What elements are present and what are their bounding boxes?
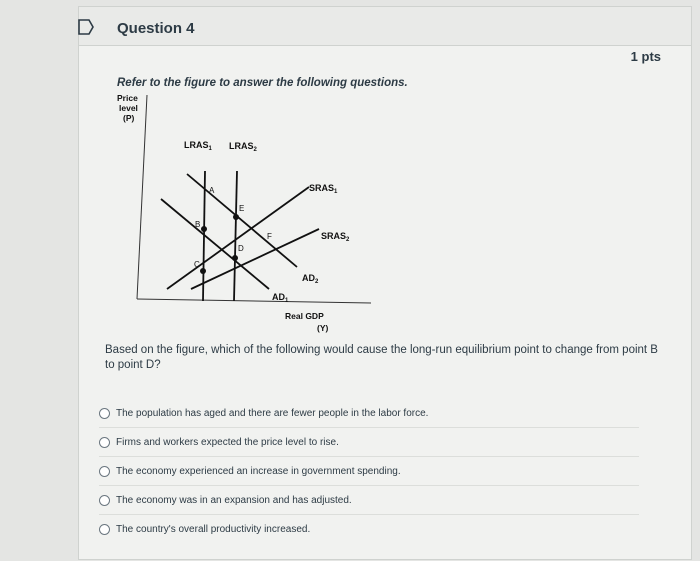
question-title: Question 4 <box>117 20 195 37</box>
sras1-label: $SRAS_1$ <box>309 183 338 195</box>
point-a-label: A <box>209 186 215 195</box>
answer-option-label: The country's overall productivity increased. <box>116 523 311 535</box>
y-axis-label-1: Price <box>117 93 138 103</box>
point-e-marker <box>233 214 239 220</box>
point-b-label: B <box>195 220 201 229</box>
point-c-label: C <box>194 260 200 269</box>
radio-button-icon[interactable] <box>99 495 110 506</box>
point-d-label: D <box>238 244 244 253</box>
radio-button-icon[interactable] <box>99 466 110 477</box>
sras1-line <box>167 187 309 289</box>
y-axis-label-2: level <box>119 103 138 113</box>
answer-option-2[interactable] <box>99 428 639 457</box>
y-axis-label-3: (P) <box>123 113 135 123</box>
answer-option-5[interactable] <box>99 515 639 543</box>
lras1-label: $LRAS_1$ <box>184 140 212 152</box>
question-prompt: Based on the figure, which of the following would cause the long-run equilibrium point to change from point B to point D? <box>105 344 658 371</box>
point-d-marker <box>232 255 238 261</box>
ad2-label: $AD_2$ <box>302 273 319 285</box>
lras2-line <box>234 171 237 301</box>
y-axis <box>137 95 147 299</box>
answer-option-label: The economy was in an expansion and has adjusted. <box>116 494 352 506</box>
radio-button-icon[interactable] <box>99 437 110 448</box>
answer-option-1[interactable] <box>99 399 639 428</box>
answer-option-label: The economy experienced an increase in government spending. <box>116 465 401 477</box>
question-card <box>78 6 692 560</box>
answer-option-label: The population has aged and there are fewer people in the labor force. <box>116 407 429 419</box>
answer-option-label: Firms and workers expected the price level to rise. <box>116 436 339 448</box>
sras2-label: $SRAS_2$ <box>321 231 350 243</box>
answer-options <box>99 399 639 543</box>
ad1-label: $AD_1$ <box>272 292 289 304</box>
lras2-label: $LRAS_2$ <box>229 141 257 153</box>
x-axis-label-2: (Y) <box>317 323 329 333</box>
point-b-marker <box>201 226 207 232</box>
as-ad-graph <box>109 89 409 349</box>
point-e-label: E <box>239 204 245 213</box>
as-ad-figure <box>109 89 409 349</box>
question-points: 1 pts <box>630 49 661 64</box>
x-axis <box>137 299 371 303</box>
point-f-label: F <box>267 232 272 241</box>
flag-icon[interactable] <box>77 19 95 35</box>
point-c-marker <box>200 268 206 274</box>
x-axis-label-1: Real GDP <box>285 311 324 321</box>
question-intro: Refer to the figure to answer the following questions. <box>117 77 408 89</box>
radio-button-icon[interactable] <box>99 524 110 535</box>
answer-option-3[interactable] <box>99 457 639 486</box>
radio-button-icon[interactable] <box>99 408 110 419</box>
answer-option-4[interactable] <box>99 486 639 515</box>
ad1-line <box>161 199 269 289</box>
question-header <box>79 7 691 46</box>
